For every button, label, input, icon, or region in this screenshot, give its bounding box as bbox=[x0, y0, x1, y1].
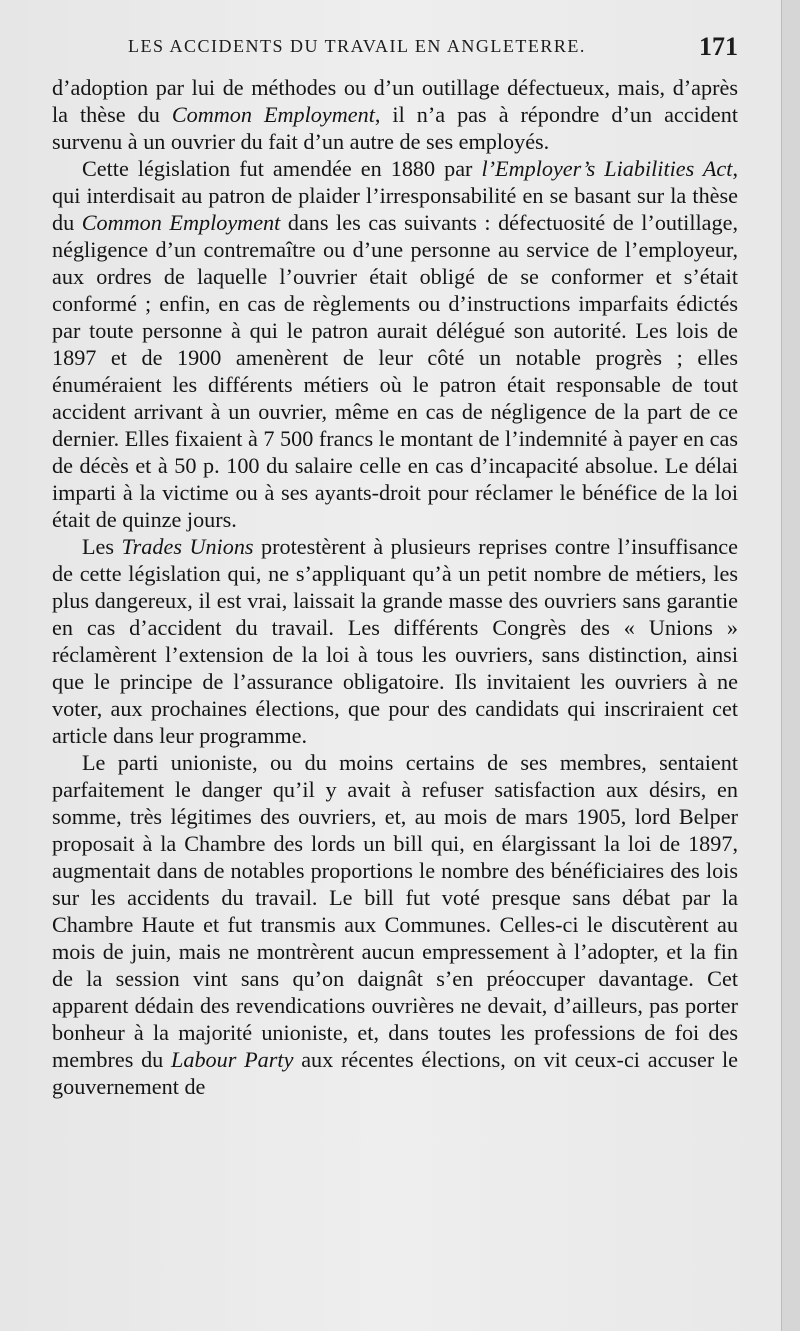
italic-text: Common Employment bbox=[81, 210, 281, 235]
page-header bbox=[128, 32, 738, 68]
running-head: LES ACCIDENTS DU TRAVAIL EN ANGLETERRE. bbox=[128, 36, 586, 56]
text-run: dans les cas suivants : défectuosité de l’outillage, négligence d’un contremaître ou d’une personne au service de l’employeur, aux ordres de laquelle l’ouvrier était obligé de se conformer et s’était conformé ; enfin, en cas de règlements ou d’instructions imparfaits édictés par toute personne à qui le patron aurait délégué son autorité. Les lois de 1897 et de 1900 amenèrent de leur côté un notable progrès ; elles énuméraient les différents métiers où le patron était responsable de tout accident arrivant à un ouvrier, même en cas de négligence de la part de ce dernier. Elles fixaient à 7 500 francs le montant de l’indemnité à payer en cas de décès et à 50 p. 100 du salaire celle en cas d’incapacité absolue. Le délai imparti à la victime ou à ses ayants-droit pour réclamer le bénéfice de la loi était de quinze jours. bbox=[52, 210, 739, 532]
text-run: d’adoption par lui de méthodes ou d’un outillage défectueux, mais, d’après la thèse du bbox=[52, 75, 738, 127]
body-text bbox=[52, 74, 738, 1100]
text-run: , qui interdisait au patron de plaider l’irresponsabilité en se basant sur la thèse du bbox=[52, 156, 738, 235]
italic-text: l’Employer’s Liabilities Act bbox=[481, 156, 733, 181]
text-run: Les bbox=[82, 534, 122, 559]
italic-text: Common Employment bbox=[171, 102, 375, 127]
italic-text: Labour Party bbox=[171, 1047, 294, 1072]
text-run: , il n’a pas à répondre d’un accident survenu à un ouvrier du fait d’un autre de ses employés. bbox=[52, 102, 738, 154]
paragraph bbox=[52, 749, 738, 1100]
paragraph bbox=[52, 155, 738, 533]
italic-text: Trades Unions bbox=[121, 534, 254, 559]
text-run: aux récentes élections, on vit ceux-ci accuser le gouvernement de bbox=[52, 1047, 738, 1099]
text-run: Cette législation fut amendée en 1880 par bbox=[82, 156, 482, 181]
text-run: protestèrent à plusieurs reprises contre l’insuffisance de cette législation qui, ne s’appliquant qu’à un petit nombre de métiers, les plus dangereux, il est vrai, laissait la grande masse des ouvriers sans garantie en cas d’accident du travail. Les différents Congrès des « Unions » réclamèrent l’extension de la loi à tous les ouvriers, sans distinction, ainsi que le principe de l’assurance obligatoire. Ils invitaient les ouvriers à ne voter, aux prochaines élections, que pour des candidats qui inscriraient cet article dans leur programme. bbox=[52, 534, 738, 748]
paragraph bbox=[52, 74, 738, 155]
page-number: 171 bbox=[699, 32, 738, 61]
paragraph bbox=[52, 533, 738, 749]
text-run: Le parti unioniste, ou du moins certains de ses membres, sentaient parfaitement le danger qu’il y avait à refuser satisfaction aux désirs, en somme, très légitimes des ouvriers, et, au mois de mars 1905, lord Belper proposait à la Chambre des lords un bill qui, en élargissant la loi de 1897, augmentait dans de notables proportions le nombre des bénéficiaires des lois sur les accidents du travail. Le bill fut voté presque sans débat par la Chambre Haute et fut transmis aux Communes. Celles-ci le discutèrent au mois de juin, mais ne montrèrent aucun empressement à l’adopter, et la fin de la session vint sans qu’on daignât s’en préoccuper davantage. Cet apparent dédain des revendications ouvrières ne devait, d’ailleurs, pas porter bonheur à la majorité unioniste, et, dans toutes les professions de foi des membres du bbox=[52, 750, 738, 1072]
